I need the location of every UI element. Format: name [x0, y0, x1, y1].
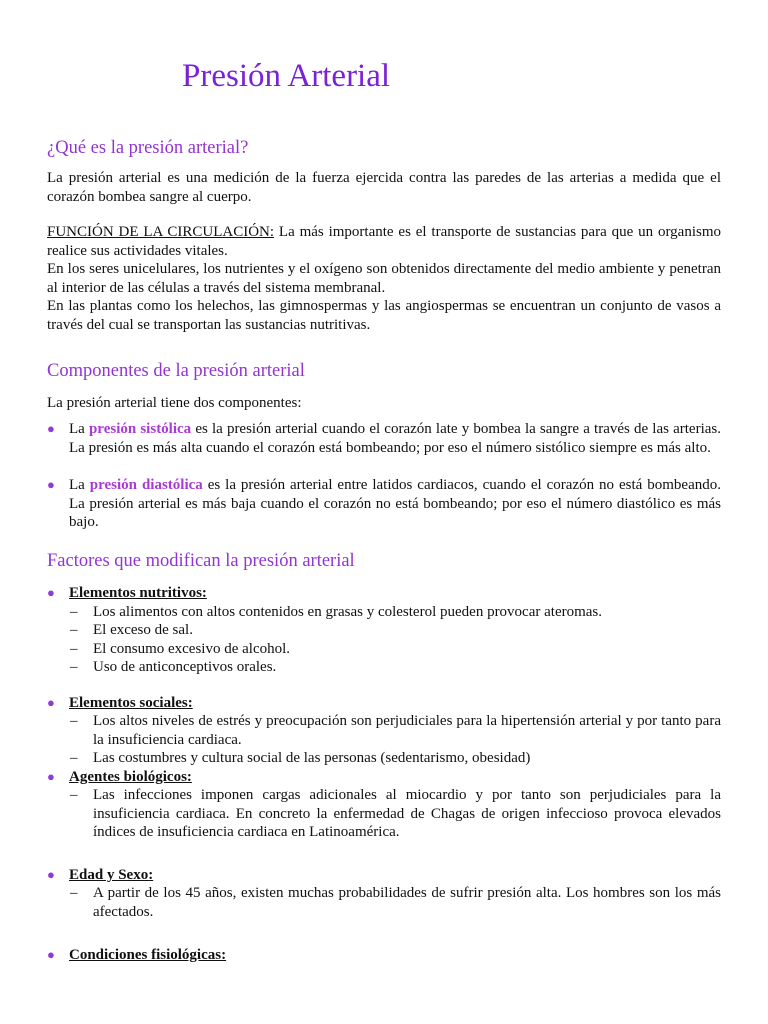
item-post: es la presión arterial entre latidos cardiacos, cuando el corazón no está bombeando. La presión arterial es más baja cuando el corazón no está bombeando; por eso el número diastólico es más bajo. [69, 477, 721, 530]
bullet-marker: ● [47, 769, 55, 784]
bullet-marker: ● [47, 695, 55, 710]
paragraph-components-intro: La presión arterial tiene dos componentes: [47, 395, 302, 411]
dash-marker: – [70, 787, 78, 803]
bullet-marker: ● [47, 585, 55, 600]
dash-marker: – [70, 713, 78, 729]
document-page: Presión Arterial ¿Qué es la presión arterial? La presión arterial es una medición de la fuerza ejercida contra las paredes de las arterias a medida que el corazón bombea sangre al cuerpo. FUNCIÓN DE LA CIRCULACIÓN: La más importante es el transporte de sustancias para que un organismo realice sus actividades vitales. En los seres unicelulares, los nutrientes y el oxígeno son obtenidos directamente del medio ambiente y penetran al interior de las células a través del sistema membranal. En las plantas como los helechos, las gimnospermas y las angiospermas se encuentran un conjunto de vasos a través del cual se transportan las sustancias nutritivas. Componentes de la presión arterial La presión arterial tiene dos componentes: ● La presión sistólica es la presión arterial cuando el corazón late y bombea la sangre a través de las arterias. La presión es más alta cuando el corazón está bombeando; por eso el número sistólico siempre es más alto. ● La presión diastólica es la presión arterial entre latidos cardiacos, cuando el corazón no está bombeando. La presión arterial es más baja cuando el corazón no está bombeando; por eso el número diastólico es más bajo. Factores que modifican la presión arterial ● Elementos nutritivos: – Los alimentos con altos contenidos en grasas y colesterol pueden provocar ateromas. – El exceso de sal. – El consumo excesivo de alcohol. – Uso de anticonceptivos orales. ● Elementos sociales: – Los altos niveles de estrés y preocupación son perjudiciales para la hipertensión arterial y por tanto para la insuficiencia cardiaca. – Las costumbres y cultura social de las personas (sedentarismo, obesidad) ● Agentes biológicos: – Las infecciones imponen cargas adicionales al miocardio y por tanto son perjudiciales para la insuficiencia cardiaca. En concreto la enfermedad de Chagas de origen infeccioso provoca elevados índices de insuficiencia cardiaca en Latinoamérica. ● Edad y Sexo: – A partir de los 45 años, existen muchas probabilidades de sufrir presión alta. Los hombres son los más afectados. ● Condiciones fisiológicas: [47, 58, 721, 963]
item-pre: La [69, 421, 89, 437]
term-diastolic: presión diastólica [89, 477, 203, 493]
page-title: Presión Arterial [182, 58, 391, 94]
dash-marker: – [70, 750, 78, 766]
bullet-marker: ● [47, 867, 55, 882]
factor-label: Elementos nutritivos: [69, 585, 207, 601]
paragraph-plants: En las plantas como los helechos, las gimnospermas y las angiospermas se encuentran un conjunto de vasos a través del cual se transportan las sustancias nutritivas. [47, 298, 721, 333]
bullet-marker: ● [47, 477, 55, 492]
item-post: es la presión arterial cuando el corazón late y bombea la sangre a través de las arterias. La presión es más alta cuando el corazón está bombeando; por eso el número sistólico siempre es más alto. [69, 421, 721, 456]
term-systolic: presión sistólica [88, 421, 192, 437]
function-label: FUNCIÓN DE LA CIRCULACIÓN: [47, 224, 275, 240]
factor-label: Edad y Sexo: [69, 867, 154, 883]
factor-label: Condiciones fisiológicas: [69, 947, 227, 963]
dash-marker: – [70, 885, 78, 901]
dash-marker: – [70, 659, 78, 675]
function-text: La más importante es el transporte de sustancias para que un organismo realice sus actividades vitales. [47, 224, 721, 259]
bullet-marker: ● [47, 421, 55, 436]
factor-label: Agentes biológicos: [69, 769, 192, 785]
bullet-marker: ● [47, 947, 55, 962]
heading-factors: Factores que modifican la presión arterial [47, 551, 355, 571]
dash-marker: – [70, 604, 78, 620]
heading-components: Componentes de la presión arterial [47, 361, 305, 381]
dash-marker: – [70, 622, 78, 638]
paragraph-function [47, 223, 721, 260]
dash-marker: – [70, 641, 78, 657]
factor-label: Elementos sociales: [69, 695, 193, 711]
heading-what-is: ¿Qué es la presión arterial? [47, 138, 249, 158]
paragraph-unicellular: En los seres unicelulares, los nutrientes y el oxígeno son obtenidos directamente del medio ambiente y penetran al interior de las células a través del sistema membranal. [47, 261, 721, 296]
paragraph-definition: La presión arterial es una medición de la fuerza ejercida contra las paredes de las arterias a medida que el corazón bombea sangre al cuerpo. [47, 170, 721, 205]
item-pre: La [69, 477, 90, 493]
